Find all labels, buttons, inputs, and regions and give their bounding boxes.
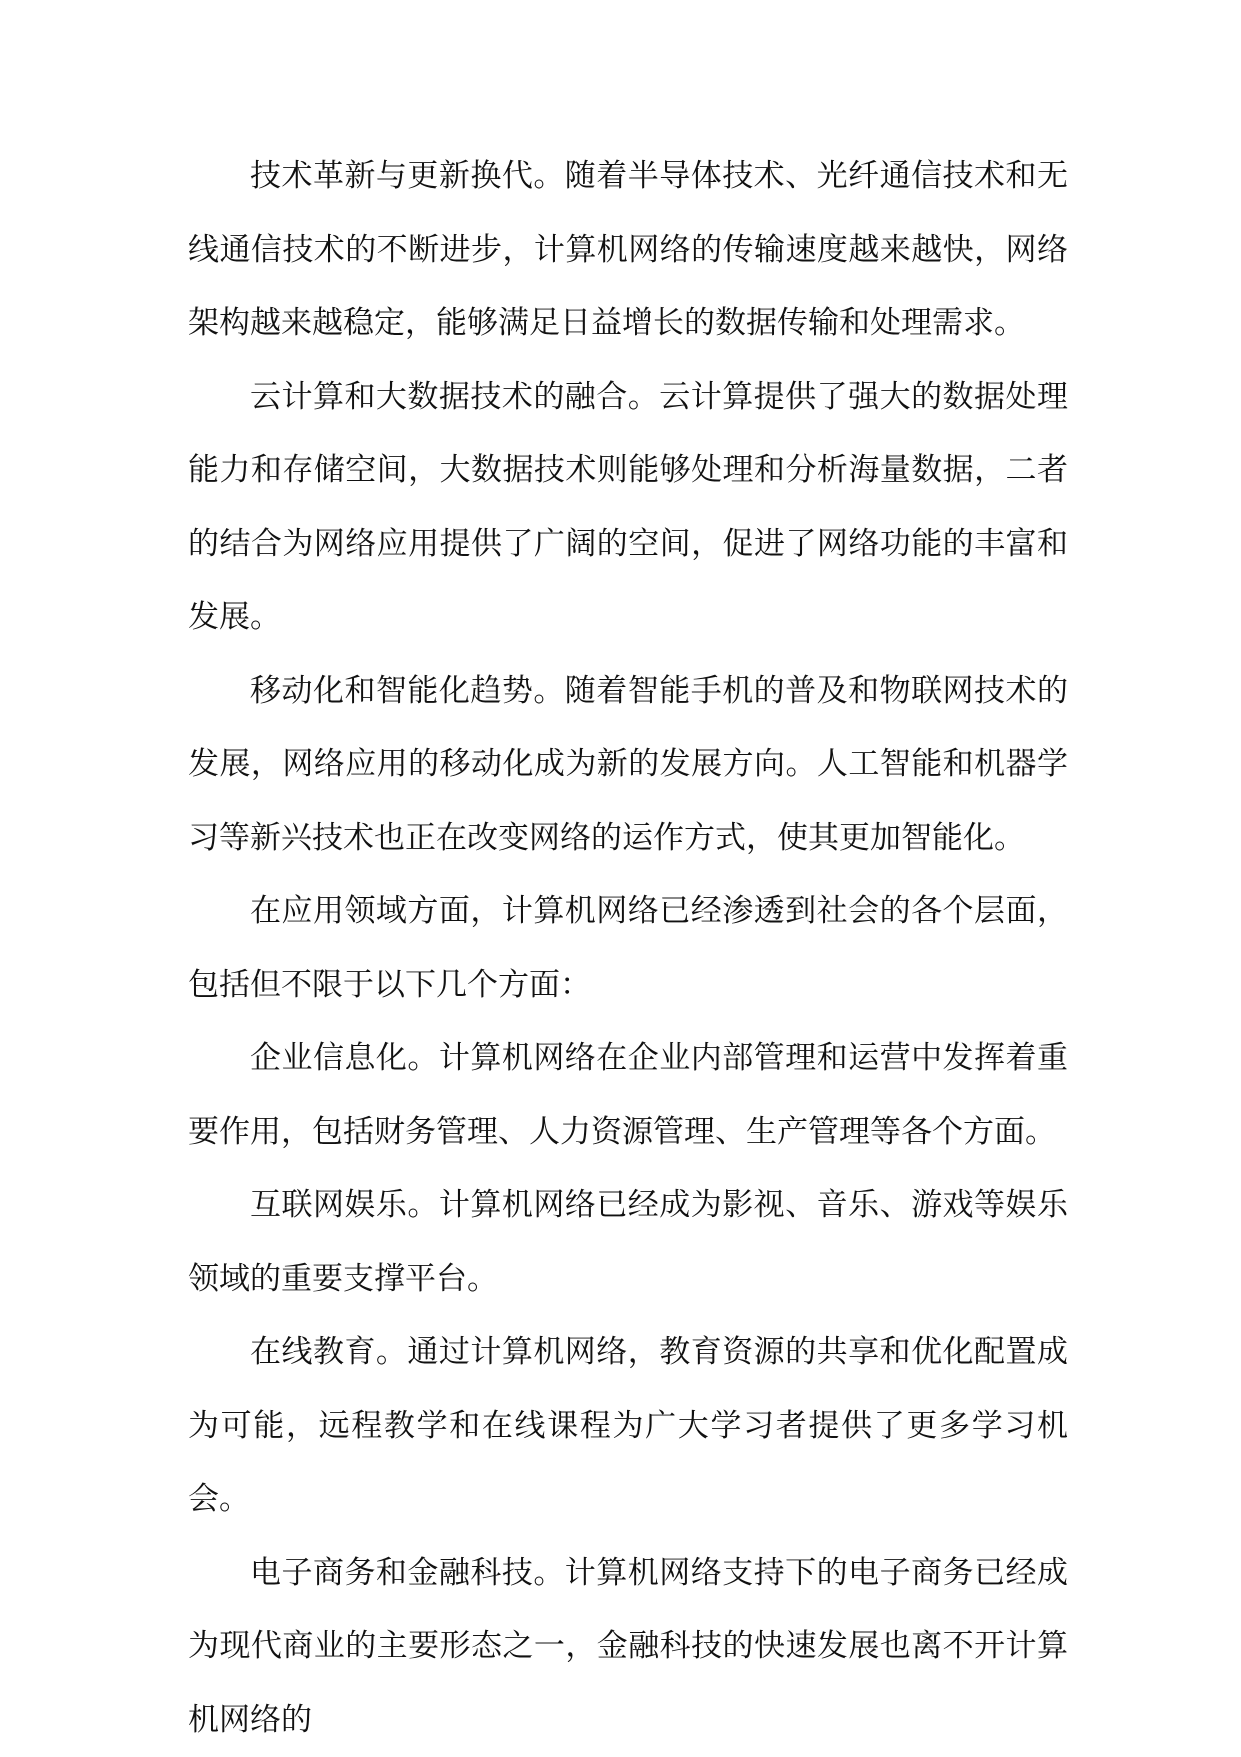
paragraph-ecommerce-fintech: 电子商务和金融科技。计算机网络支持下的电子商务已经成为现代商业的主要形态之一，金融科技的快速发展也离不开计算机网络的	[188, 1537, 1068, 1757]
paragraph-tech-innovation: 技术革新与更新换代。随着半导体技术、光纤通信技术和无线通信技术的不断进步，计算机网络的传输速度越来越快，网络架构越来越稳定，能够满足日益增长的数据传输和处理需求。	[188, 140, 1068, 361]
paragraph-internet-entertainment: 互联网娱乐。计算机网络已经成为影视、音乐、游戏等娱乐领域的重要支撑平台。	[188, 1169, 1068, 1316]
paragraph-application-fields: 在应用领域方面，计算机网络已经渗透到社会的各个层面，包括但不限于以下几个方面：	[188, 875, 1068, 1022]
paragraph-online-education: 在线教育。通过计算机网络，教育资源的共享和优化配置成为可能，远程教学和在线课程为广大学习者提供了更多学习机会。	[188, 1316, 1068, 1537]
document-body	[188, 140, 1068, 1757]
paragraph-mobile-intelligent: 移动化和智能化趋势。随着智能手机的普及和物联网技术的发展，网络应用的移动化成为新的发展方向。人工智能和机器学习等新兴技术也正在改变网络的运作方式，使其更加智能化。	[188, 655, 1068, 876]
paragraph-enterprise-informatization: 企业信息化。计算机网络在企业内部管理和运营中发挥着重要作用，包括财务管理、人力资源管理、生产管理等各个方面。	[188, 1022, 1068, 1169]
paragraph-cloud-bigdata: 云计算和大数据技术的融合。云计算提供了强大的数据处理能力和存储空间，大数据技术则能够处理和分析海量数据，二者的结合为网络应用提供了广阔的空间，促进了网络功能的丰富和发展。	[188, 361, 1068, 655]
